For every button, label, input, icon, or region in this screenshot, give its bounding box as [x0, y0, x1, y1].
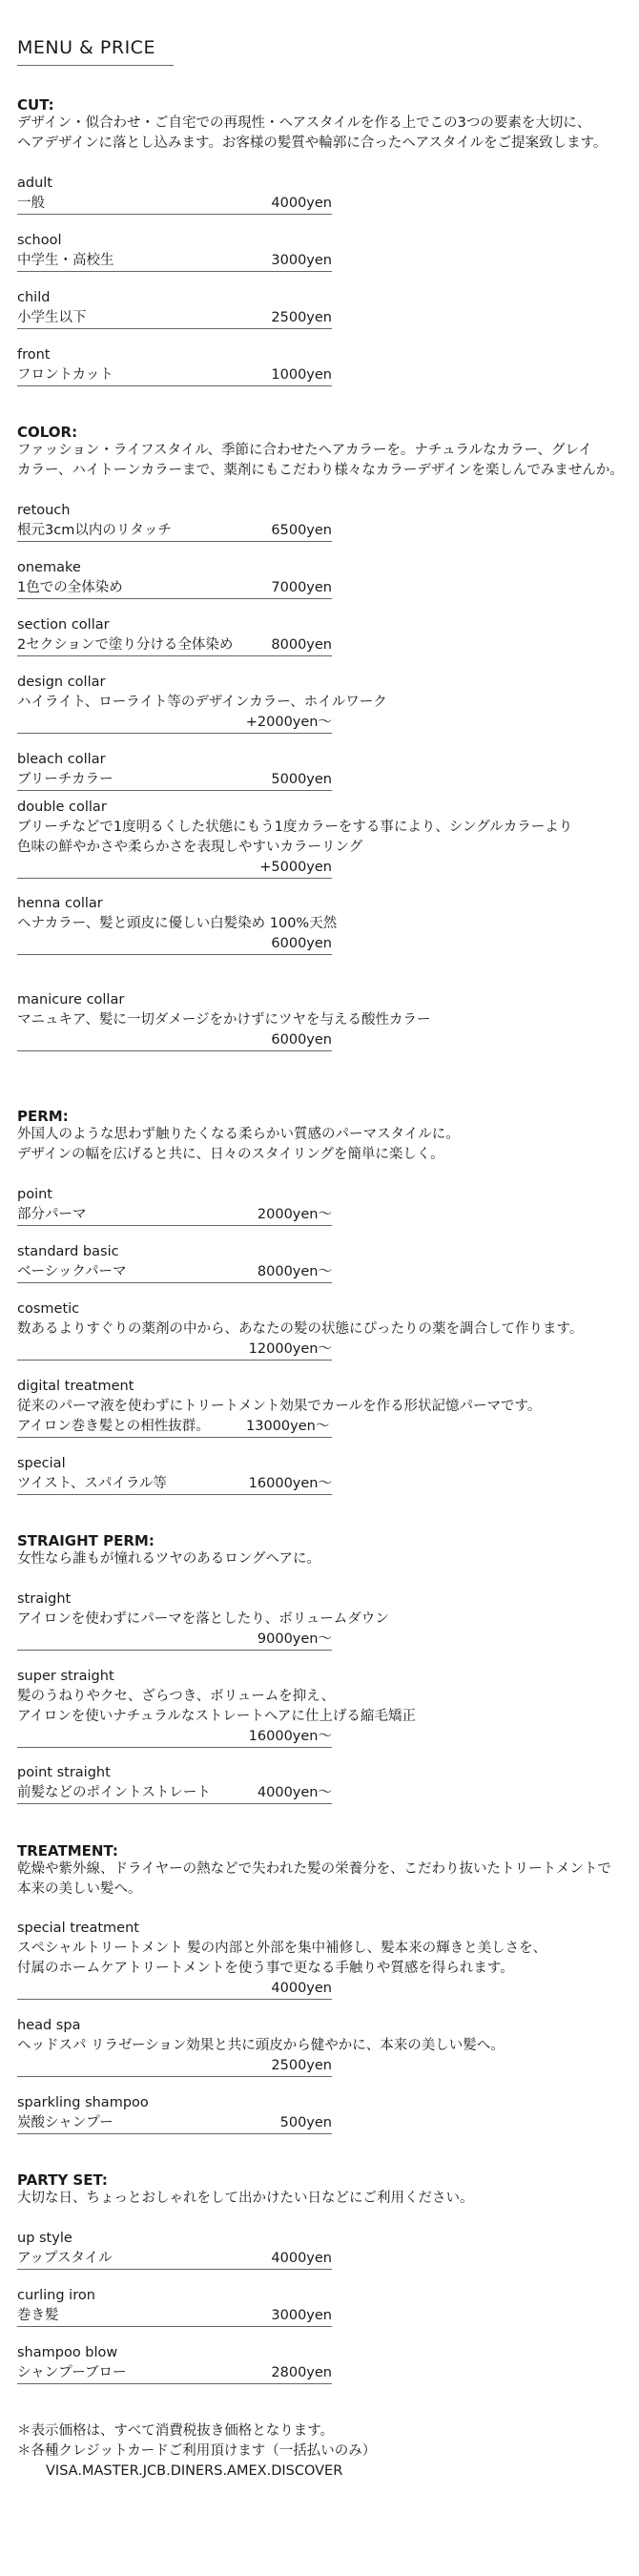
- item-price: 3000yen: [271, 253, 332, 268]
- item-name: adult: [17, 176, 52, 191]
- item-name: school: [17, 233, 62, 248]
- item-price: +2000yen〜: [245, 715, 332, 730]
- menu-item-school: [17, 231, 332, 272]
- menu-item-curling-iron: [17, 2286, 332, 2327]
- item-name: front: [17, 347, 51, 363]
- section-heading-color: COLOR:: [17, 424, 78, 441]
- item-name: double collar: [17, 800, 107, 815]
- item-price: 4000yen〜: [257, 1785, 332, 1800]
- page-title: MENU & PRICE: [17, 34, 174, 66]
- item-price: 8000yen〜: [257, 1264, 332, 1279]
- menu-item-section-collar: [17, 615, 332, 656]
- menu-item-cosmetic: [17, 1299, 584, 1361]
- footnotes: [17, 2421, 376, 2482]
- item-price: 6000yen: [271, 936, 332, 951]
- item-price: 2500yen: [271, 2058, 332, 2073]
- menu-item-onemake: [17, 558, 332, 599]
- item-label: 部分パーマ: [17, 1207, 87, 1222]
- menu-item-bleach-collar: [17, 750, 332, 791]
- item-label: ブリーチカラー: [17, 772, 113, 787]
- section-heading-party-set: PARTY SET:: [17, 2171, 108, 2189]
- item-price: 8000yen: [271, 637, 332, 653]
- item-name: up style: [17, 2231, 72, 2246]
- menu-item-up-style: [17, 2229, 332, 2270]
- section-description-treatment: 乾燥や紫外線、ドライヤーの熱などで失われた髪の栄養分を、こだわり抜いたトリートメントで 本来の美しい髪へ。: [17, 1861, 611, 1897]
- item-name: super straight: [17, 1669, 114, 1684]
- item-name: child: [17, 290, 51, 305]
- item-price: 500yen: [279, 2115, 332, 2130]
- item-price: 1000yen: [271, 367, 332, 383]
- item-label: 前髪などのポイントストレート: [17, 1785, 211, 1800]
- item-label: 中学生・高校生: [17, 253, 114, 268]
- item-label: ヘッドスパ リラゼーション効果と共に頭皮から健やかに、本来の美しい髪へ。: [17, 2038, 505, 2053]
- item-label: アイロンを使わずにパーマを落としたり、ボリュームダウン: [17, 1611, 389, 1627]
- section-heading-perm: PERM:: [17, 1108, 69, 1125]
- menu-item-straight: [17, 1589, 389, 1651]
- menu-item-head-spa: [17, 2016, 505, 2077]
- item-name: bleach collar: [17, 752, 106, 767]
- note-card-brands: VISA.MASTER.JCB.DINERS.AMEX.DISCOVER: [46, 2463, 343, 2479]
- menu-item-front: [17, 345, 332, 386]
- item-name: point: [17, 1187, 52, 1202]
- section-description-color: ファッション・ライフスタイル、季節に合わせたヘアカラーを。ナチュラルなカラー、グレイ カラー、ハイトーンカラーまで、薬剤にもこだわり様々なカラーデザインを楽しんでみませんか。: [17, 443, 624, 478]
- menu-item-sparkling-shampoo: [17, 2093, 332, 2134]
- item-name: digital treatment: [17, 1379, 134, 1394]
- item-price: 16000yen〜: [248, 1476, 332, 1491]
- item-name: standard basic: [17, 1244, 119, 1259]
- menu-item-henna-collar: [17, 894, 338, 955]
- item-label: 髪のうねりやクセ、ざらつき、ボリュームを抑え、 アイロンを使いナチュラルなストレートヘアに仕上げる縮毛矯正: [17, 1689, 416, 1724]
- item-name: retouch: [17, 503, 71, 518]
- note-credit-card: ＊各種クレジットカードご利用頂けます（一括払いのみ）: [17, 2443, 377, 2459]
- menu-item-special-treatment: [17, 1919, 547, 2000]
- item-price: 2800yen: [271, 2365, 332, 2380]
- item-name: design collar: [17, 675, 106, 690]
- item-name: head spa: [17, 2018, 81, 2033]
- item-price: 9000yen〜: [257, 1631, 332, 1647]
- item-label: アップスタイル: [17, 2251, 113, 2266]
- menu-item-design-collar: [17, 673, 387, 734]
- item-price: 12000yen〜: [248, 1341, 332, 1357]
- item-label: スペシャルトリートメント 髪の内部と外部を集中補修し、髪本来の輝きと美しさを、 付属のホームケアトリートメントを使う事で更なる手触りや質感を得られます。: [17, 1941, 547, 1976]
- section-heading-cut: CUT:: [17, 96, 54, 114]
- item-label: シャンプーブロー: [17, 2365, 127, 2380]
- item-price: 4000yen: [271, 1981, 332, 1996]
- menu-item-point: [17, 1185, 332, 1226]
- menu-item-retouch: [17, 501, 332, 542]
- item-price: 2500yen: [271, 310, 332, 325]
- item-price: 6500yen: [271, 523, 332, 538]
- section-description-perm: 外国人のような思わず触りたくなる柔らかい質感のパーマスタイルに。 デザインの幅を広げると共に、日々のスタイリングを簡単に楽しく。: [17, 1127, 460, 1162]
- item-label: マニュキア、髪に一切ダメージをかけずにツヤを与える酸性カラー: [17, 1012, 431, 1028]
- item-label: ブリーチなどで1度明るくした状態にもう1度カラーをする事により、シングルカラーより 色味の鮮やかさや柔らかさを表現しやすいカラーリング: [17, 820, 573, 855]
- item-name: straight: [17, 1591, 72, 1607]
- item-label: ベーシックパーマ: [17, 1264, 127, 1279]
- item-name: special: [17, 1456, 66, 1471]
- item-label: 炭酸シャンプー: [17, 2115, 113, 2130]
- item-name: special treatment: [17, 1921, 139, 1936]
- item-name: cosmetic: [17, 1301, 80, 1317]
- menu-item-special: [17, 1454, 332, 1495]
- item-name: sparkling shampoo: [17, 2095, 149, 2110]
- item-name: point straight: [17, 1765, 111, 1780]
- item-name: curling iron: [17, 2288, 95, 2303]
- item-price: +5000yen: [259, 860, 332, 875]
- section-heading-treatment: TREATMENT:: [17, 1842, 118, 1859]
- item-label: ツイスト、スパイラル等: [17, 1476, 167, 1491]
- item-price: 6000yen: [271, 1032, 332, 1048]
- item-price-digital-treatment: 13000yen〜: [246, 1419, 330, 1434]
- item-label: 小学生以下: [17, 310, 87, 325]
- item-price: 4000yen: [271, 196, 332, 211]
- item-label: 巻き髪: [17, 2308, 59, 2323]
- item-price: 7000yen: [271, 580, 332, 595]
- item-label: ヘナカラー、髪と頭皮に優しい白髪染め 100%天然: [17, 916, 338, 931]
- item-label: 1色での全体染め: [17, 580, 123, 595]
- item-label: 2セクションで塗り分ける全体染め: [17, 637, 234, 653]
- note-tax: ＊表示価格は、すべて消費税抜き価格となります。: [17, 2423, 335, 2439]
- menu-item-standard-basic: [17, 1242, 332, 1283]
- menu-item-adult: [17, 174, 332, 215]
- item-name: manicure collar: [17, 992, 125, 1008]
- section-description-cut: デザイン・似合わせ・ご自宅での再現性・ヘアスタイルを作る上でこの3つの要素を大切に、 ヘアデザインに落とし込みます。お客様の髪質や輪郭に合ったヘアスタイルをご提案致します。: [17, 115, 608, 151]
- item-name: onemake: [17, 560, 81, 575]
- menu-item-double-collar: [17, 798, 573, 879]
- item-price: 3000yen: [271, 2308, 332, 2323]
- item-price: 2000yen〜: [257, 1207, 332, 1222]
- item-name: shampoo blow: [17, 2345, 118, 2360]
- menu-item-point-straight: [17, 1763, 332, 1804]
- item-label: 数あるよりすぐりの薬剤の中から、あなたの髪の状態にぴったりの薬を調合して作ります。: [17, 1321, 584, 1337]
- item-price: 4000yen: [271, 2251, 332, 2266]
- item-name: henna collar: [17, 896, 103, 911]
- menu-item-shampoo-blow: [17, 2343, 332, 2384]
- menu-item-super-straight: [17, 1667, 416, 1748]
- item-label: 根元3cm以内のリタッチ: [17, 523, 172, 538]
- menu-item-manicure-collar: [17, 990, 431, 1051]
- item-price: 16000yen〜: [248, 1729, 332, 1744]
- item-name: section collar: [17, 617, 110, 633]
- item-price: 5000yen: [271, 772, 332, 787]
- section-description-party-set: 大切な日、ちょっとおしゃれをして出かけたい日などにご利用ください。: [17, 2191, 474, 2206]
- item-label: 一般: [17, 196, 45, 211]
- menu-item-child: [17, 288, 332, 329]
- item-label: フロントカット: [17, 367, 113, 383]
- section-description-straight-perm: 女性なら誰もが憧れるツヤのあるロングヘアに。: [17, 1551, 320, 1567]
- item-label: 従来のパーマ液を使わずにトリートメント効果でカールを作る形状記憶パーマです。 アイロン巻き髪との相性抜群。: [17, 1399, 542, 1434]
- item-label: ハイライト、ローライト等のデザインカラー、ホイルワーク: [17, 695, 387, 710]
- section-heading-straight-perm: STRAIGHT PERM:: [17, 1532, 155, 1549]
